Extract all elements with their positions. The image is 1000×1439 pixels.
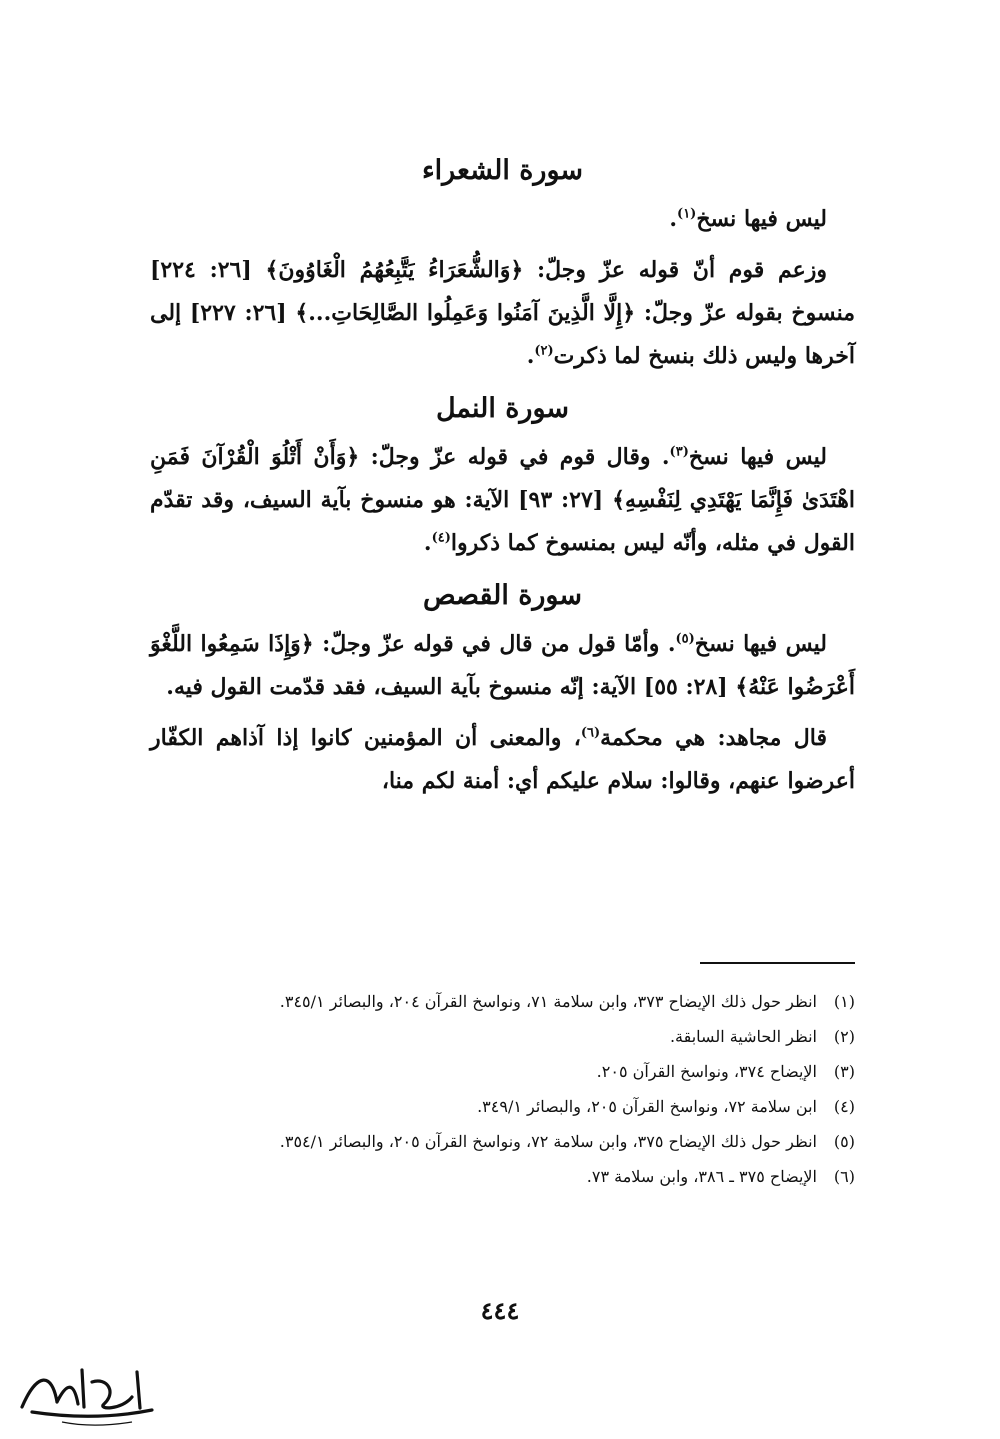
- paragraph-tail: . وأمّا قول من قال في قوله عزّ وجلّ: ﴿وَإِذَا سَمِعُوا اللَّغْوَ أَعْرَضُوا عَنْهُ﴾ [٢٨: ٥٥] الآية: إنّه منسوخ بآية السيف، فقد قدّمت القول فيه.: [150, 631, 855, 700]
- paragraph: [150, 198, 855, 241]
- section-ash-shuara: [150, 150, 855, 378]
- paragraph: [150, 249, 855, 378]
- footnote-text: انظر حول ذلك الإيضاح ٣٧٣، وابن سلامة ٧١، ونواسخ القرآن ٢٠٤، والبصائر ٣٤٥/١.: [279, 992, 817, 1011]
- footnote-number: (٢): [833, 1027, 855, 1046]
- footnote-ref[interactable]: (٣): [669, 444, 689, 460]
- paragraph-text: ليس فيها نسخ: [696, 206, 827, 232]
- paragraph-text: ليس فيها نسخ: [694, 631, 827, 657]
- footnote-item: [150, 1089, 855, 1124]
- section-title: سورة القصص: [422, 580, 583, 611]
- footnote-ref[interactable]: (٥): [675, 631, 695, 647]
- paragraph-text: قال مجاهد: هي محكمة: [600, 725, 827, 751]
- paragraph-tail: . وقال قوم في قوله عزّ وجلّ: ﴿وَأَنْ أَتْلُوَ الْقُرْآنَ فَمَنِ اهْتَدَىٰ فَإِنَّمَا يَهْتَدِي لِنَفْسِهِ﴾ [٢٧: ٩٣] الآية: هو منسوخ بآية السيف، وقد تقدّم القول في مثله، وأنّه ليس بمنسوخ كما ذكروا: [150, 444, 855, 556]
- paragraph: [150, 623, 855, 709]
- section-title: سورة الشعراء: [421, 155, 584, 186]
- paragraph: [150, 717, 855, 803]
- section-an-naml: [150, 388, 855, 565]
- paragraph-tail: .: [669, 206, 678, 232]
- footnote-item: [150, 1124, 855, 1159]
- paragraph-text: ليس فيها نسخ: [688, 444, 827, 470]
- footnote-text: الإيضاح ٣٧٥ ـ ٣٨٦، وابن سلامة ٧٣.: [586, 1167, 817, 1186]
- footnote-item: [150, 1159, 855, 1194]
- footnote-text: الإيضاح ٣٧٤، ونواسخ القرآن ٢٠٥.: [596, 1062, 817, 1081]
- footnote-divider: [700, 962, 855, 964]
- footnote-ref[interactable]: (٤): [431, 530, 451, 546]
- footnote-ref[interactable]: (٦): [580, 725, 601, 741]
- main-text: [150, 140, 855, 811]
- paragraph-tail: .: [423, 530, 432, 556]
- footnote-item: [150, 1019, 855, 1054]
- paragraph-text: وزعم قوم أنّ قوله عزّ وجلّ: ﴿وَالشُّعَرَاءُ يَتَّبِعُهُمُ الْغَاوُونَ﴾ [٢٦: ٢٢٤] منسوخ بقوله عزّ وجلّ: ﴿إِلَّا الَّذِينَ آمَنُوا وَعَمِلُوا الصَّالِحَاتِ...﴾ [٢٦: ٢٢٧] إلى آخرها وليس ذلك بنسخ لما ذكرت: [150, 257, 856, 369]
- footnote-number: (٥): [833, 1132, 855, 1151]
- paragraph: [150, 436, 855, 565]
- footnote-ref[interactable]: (٢): [534, 343, 554, 359]
- footnote-item: [150, 984, 855, 1019]
- footnote-text: ابن سلامة ٧٢، ونواسخ القرآن ٢٠٥، والبصائر ٣٤٩/١.: [477, 1097, 817, 1116]
- calligraphy-logo: [12, 1352, 162, 1432]
- footnote-text: انظر الحاشية السابقة.: [669, 1027, 817, 1046]
- page-number: ٤٤٤: [480, 1296, 520, 1325]
- footnote-number: (١): [833, 992, 855, 1011]
- paragraph-tail: .: [526, 343, 535, 369]
- footnote-ref[interactable]: (١): [677, 206, 697, 222]
- footnote-item: [150, 1054, 855, 1089]
- footnote-number: (٤): [833, 1097, 855, 1116]
- footnotes: [150, 984, 855, 1194]
- section-al-qasas: [150, 575, 855, 803]
- footnote-number: (٣): [833, 1062, 855, 1081]
- footnote-number: (٦): [833, 1167, 855, 1186]
- footnote-text: انظر حول ذلك الإيضاح ٣٧٥، وابن سلامة ٧٢، ونواسخ القرآن ٢٠٥، والبصائر ٣٥٤/١.: [279, 1132, 817, 1151]
- paragraph-tail: ، والمعنى أن المؤمنين كانوا إذا آذاهم الكفّار أعرضوا عنهم، وقالوا: سلام عليكم أي: أمنة لكم منا،: [150, 725, 855, 794]
- section-title: سورة النمل: [435, 393, 570, 424]
